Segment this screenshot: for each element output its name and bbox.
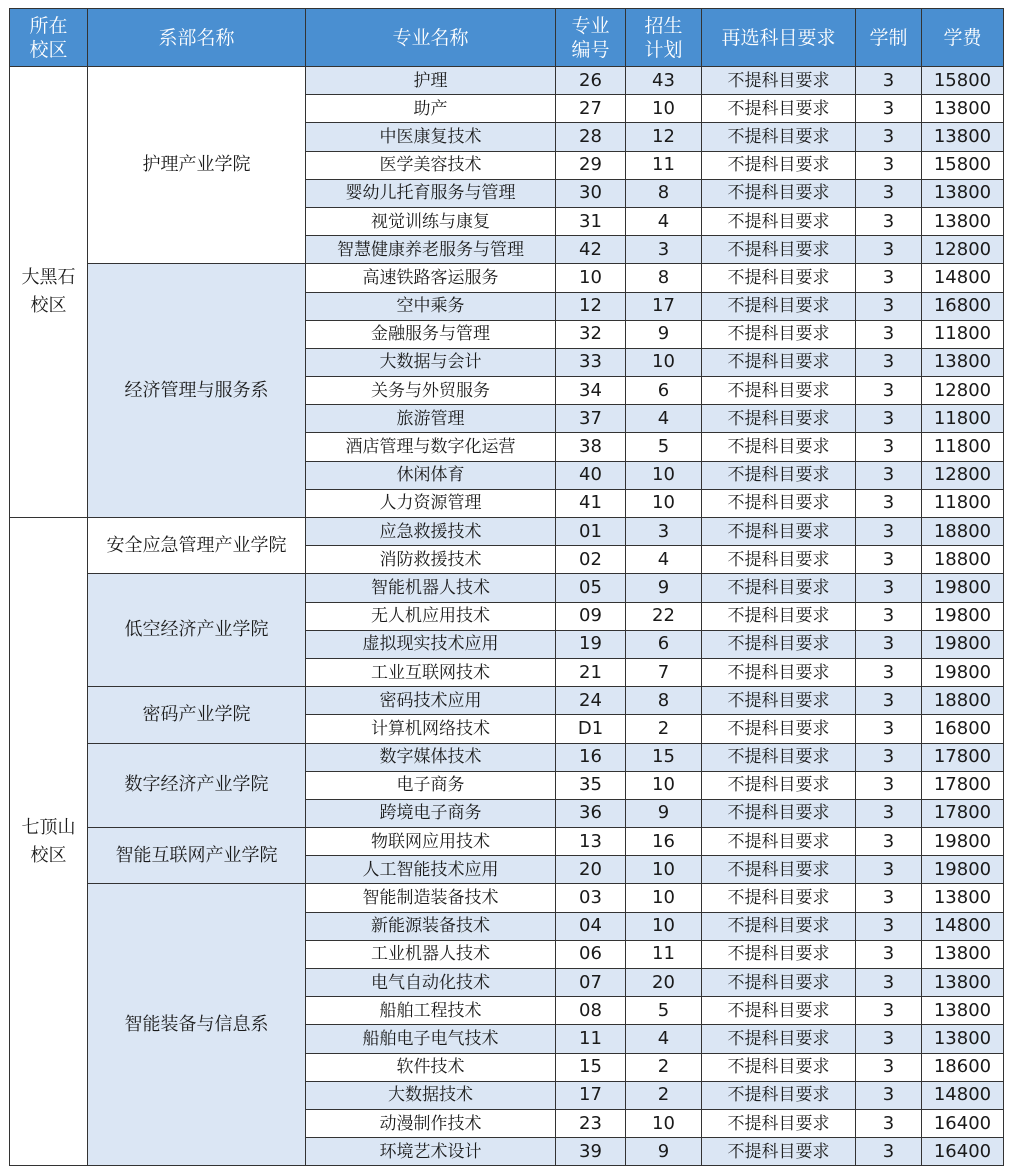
subject-requirement-cell: 不提科目要求 xyxy=(702,433,856,461)
subject-requirement-cell: 不提科目要求 xyxy=(702,95,856,123)
enrollment-plan-cell: 2 xyxy=(626,715,702,743)
enrollment-plan-cell: 10 xyxy=(626,771,702,799)
tuition-cell: 17800 xyxy=(922,743,1004,771)
tuition-cell: 11800 xyxy=(922,405,1004,433)
enrollment-plan-cell: 43 xyxy=(626,67,702,95)
duration-cell: 3 xyxy=(856,743,922,771)
tuition-cell: 17800 xyxy=(922,799,1004,827)
duration-cell: 3 xyxy=(856,236,922,264)
major-code-cell: 41 xyxy=(556,489,626,517)
duration-cell: 3 xyxy=(856,884,922,912)
tuition-cell: 19800 xyxy=(922,574,1004,602)
major-name-cell: 护理 xyxy=(306,67,556,95)
major-code-cell: 39 xyxy=(556,1138,626,1166)
tuition-cell: 14800 xyxy=(922,1081,1004,1109)
subject-requirement-cell: 不提科目要求 xyxy=(702,969,856,997)
major-code-cell: 13 xyxy=(556,828,626,856)
tuition-cell: 19800 xyxy=(922,602,1004,630)
enrollment-plan-cell: 4 xyxy=(626,1025,702,1053)
subject-requirement-cell: 不提科目要求 xyxy=(702,940,856,968)
tuition-cell: 12800 xyxy=(922,236,1004,264)
major-code-cell: 17 xyxy=(556,1081,626,1109)
major-code-cell: 40 xyxy=(556,461,626,489)
table-row xyxy=(10,518,1004,546)
tuition-cell: 13800 xyxy=(922,997,1004,1025)
tuition-cell: 13800 xyxy=(922,940,1004,968)
major-name-cell: 人力资源管理 xyxy=(306,489,556,517)
enrollment-plan-cell: 9 xyxy=(626,1138,702,1166)
enrollment-plan-cell: 2 xyxy=(626,1053,702,1081)
subject-requirement-cell: 不提科目要求 xyxy=(702,179,856,207)
tuition-cell: 13800 xyxy=(922,123,1004,151)
duration-cell: 3 xyxy=(856,912,922,940)
tuition-cell: 13800 xyxy=(922,1025,1004,1053)
enrollment-plan-cell: 8 xyxy=(626,264,702,292)
duration-cell: 3 xyxy=(856,574,922,602)
enrollment-plan-cell: 11 xyxy=(626,940,702,968)
tuition-cell: 13800 xyxy=(922,179,1004,207)
major-name-cell: 关务与外贸服务 xyxy=(306,377,556,405)
major-name-cell: 大数据与会计 xyxy=(306,348,556,376)
major-name-cell: 大数据技术 xyxy=(306,1081,556,1109)
subject-requirement-cell: 不提科目要求 xyxy=(702,574,856,602)
subject-requirement-cell: 不提科目要求 xyxy=(702,1109,856,1137)
major-code-cell: 06 xyxy=(556,940,626,968)
header-tuition: 学费 xyxy=(922,9,1004,67)
major-code-cell: 19 xyxy=(556,630,626,658)
tuition-cell: 19800 xyxy=(922,828,1004,856)
header-department: 系部名称 xyxy=(88,9,306,67)
department-cell: 数字经济产业学院 xyxy=(88,743,306,828)
duration-cell: 3 xyxy=(856,828,922,856)
major-name-cell: 计算机网络技术 xyxy=(306,715,556,743)
major-name-cell: 工业互联网技术 xyxy=(306,658,556,686)
campus-cell: 大黑石 校区 xyxy=(10,67,88,518)
enrollment-plan-cell: 20 xyxy=(626,969,702,997)
enrollment-plan-cell: 10 xyxy=(626,489,702,517)
header-enrollment-plan: 招生 计划 xyxy=(626,9,702,67)
major-code-cell: 12 xyxy=(556,292,626,320)
major-name-cell: 酒店管理与数字化运营 xyxy=(306,433,556,461)
subject-requirement-cell: 不提科目要求 xyxy=(702,1025,856,1053)
department-cell: 密码产业学院 xyxy=(88,687,306,743)
department-cell: 安全应急管理产业学院 xyxy=(88,518,306,574)
subject-requirement-cell: 不提科目要求 xyxy=(702,630,856,658)
enrollment-plan-cell: 12 xyxy=(626,123,702,151)
subject-requirement-cell: 不提科目要求 xyxy=(702,236,856,264)
subject-requirement-cell: 不提科目要求 xyxy=(702,546,856,574)
duration-cell: 3 xyxy=(856,715,922,743)
tuition-cell: 18800 xyxy=(922,687,1004,715)
header-campus: 所在 校区 xyxy=(10,9,88,67)
enrollment-plan-cell: 8 xyxy=(626,179,702,207)
duration-cell: 3 xyxy=(856,179,922,207)
header-major: 专业名称 xyxy=(306,9,556,67)
major-name-cell: 人工智能技术应用 xyxy=(306,856,556,884)
tuition-cell: 11800 xyxy=(922,489,1004,517)
header-major-code: 专业 编号 xyxy=(556,9,626,67)
major-code-cell: 16 xyxy=(556,743,626,771)
major-code-cell: 21 xyxy=(556,658,626,686)
table-row xyxy=(10,743,1004,771)
enrollment-plan-cell: 17 xyxy=(626,292,702,320)
table-row xyxy=(10,828,1004,856)
enrollment-plan-cell: 9 xyxy=(626,320,702,348)
subject-requirement-cell: 不提科目要求 xyxy=(702,799,856,827)
major-name-cell: 旅游管理 xyxy=(306,405,556,433)
enrollment-plan-cell: 4 xyxy=(626,546,702,574)
major-name-cell: 高速铁路客运服务 xyxy=(306,264,556,292)
duration-cell: 3 xyxy=(856,377,922,405)
major-code-cell: 20 xyxy=(556,856,626,884)
enrollment-plan-cell: 10 xyxy=(626,348,702,376)
tuition-cell: 16400 xyxy=(922,1138,1004,1166)
duration-cell: 3 xyxy=(856,546,922,574)
table-header xyxy=(10,9,1004,67)
tuition-cell: 16800 xyxy=(922,292,1004,320)
major-code-cell: 30 xyxy=(556,179,626,207)
duration-cell: 3 xyxy=(856,67,922,95)
major-name-cell: 船舶工程技术 xyxy=(306,997,556,1025)
header-row xyxy=(10,9,1004,67)
major-code-cell: 31 xyxy=(556,207,626,235)
tuition-cell: 13800 xyxy=(922,207,1004,235)
tuition-cell: 19800 xyxy=(922,630,1004,658)
enrollment-plan-cell: 3 xyxy=(626,518,702,546)
major-code-cell: 35 xyxy=(556,771,626,799)
duration-cell: 3 xyxy=(856,969,922,997)
enrollment-plan-cell: 10 xyxy=(626,856,702,884)
major-code-cell: 01 xyxy=(556,518,626,546)
subject-requirement-cell: 不提科目要求 xyxy=(702,320,856,348)
major-name-cell: 环境艺术设计 xyxy=(306,1138,556,1166)
major-code-cell: 08 xyxy=(556,997,626,1025)
table-row xyxy=(10,67,1004,95)
major-name-cell: 密码技术应用 xyxy=(306,687,556,715)
enrollment-plan-cell: 6 xyxy=(626,377,702,405)
major-name-cell: 电子商务 xyxy=(306,771,556,799)
subject-requirement-cell: 不提科目要求 xyxy=(702,377,856,405)
major-name-cell: 跨境电子商务 xyxy=(306,799,556,827)
tuition-cell: 12800 xyxy=(922,461,1004,489)
major-name-cell: 休闲体育 xyxy=(306,461,556,489)
subject-requirement-cell: 不提科目要求 xyxy=(702,856,856,884)
major-name-cell: 工业机器人技术 xyxy=(306,940,556,968)
tuition-cell: 13800 xyxy=(922,95,1004,123)
department-cell: 智能互联网产业学院 xyxy=(88,828,306,884)
duration-cell: 3 xyxy=(856,1081,922,1109)
major-code-cell: 24 xyxy=(556,687,626,715)
duration-cell: 3 xyxy=(856,1025,922,1053)
duration-cell: 3 xyxy=(856,602,922,630)
duration-cell: 3 xyxy=(856,687,922,715)
duration-cell: 3 xyxy=(856,264,922,292)
subject-requirement-cell: 不提科目要求 xyxy=(702,997,856,1025)
enrollment-plan-cell: 5 xyxy=(626,997,702,1025)
enrollment-plan-table xyxy=(9,8,1004,1166)
major-name-cell: 船舶电子电气技术 xyxy=(306,1025,556,1053)
tuition-cell: 11800 xyxy=(922,433,1004,461)
tuition-cell: 16400 xyxy=(922,1109,1004,1137)
department-cell: 低空经济产业学院 xyxy=(88,574,306,687)
tuition-cell: 11800 xyxy=(922,320,1004,348)
tuition-cell: 14800 xyxy=(922,912,1004,940)
major-name-cell: 医学美容技术 xyxy=(306,151,556,179)
tuition-cell: 17800 xyxy=(922,771,1004,799)
tuition-cell: 18600 xyxy=(922,1053,1004,1081)
duration-cell: 3 xyxy=(856,1109,922,1137)
duration-cell: 3 xyxy=(856,997,922,1025)
enrollment-plan-cell: 9 xyxy=(626,799,702,827)
major-name-cell: 软件技术 xyxy=(306,1053,556,1081)
major-code-cell: 04 xyxy=(556,912,626,940)
major-name-cell: 应急救援技术 xyxy=(306,518,556,546)
tuition-cell: 19800 xyxy=(922,856,1004,884)
duration-cell: 3 xyxy=(856,799,922,827)
major-code-cell: 36 xyxy=(556,799,626,827)
subject-requirement-cell: 不提科目要求 xyxy=(702,518,856,546)
enrollment-plan-cell: 9 xyxy=(626,574,702,602)
header-duration: 学制 xyxy=(856,9,922,67)
tuition-cell: 15800 xyxy=(922,151,1004,179)
duration-cell: 3 xyxy=(856,95,922,123)
enrollment-plan-cell: 2 xyxy=(626,1081,702,1109)
major-code-cell: 29 xyxy=(556,151,626,179)
subject-requirement-cell: 不提科目要求 xyxy=(702,771,856,799)
duration-cell: 3 xyxy=(856,207,922,235)
duration-cell: 3 xyxy=(856,348,922,376)
table-row xyxy=(10,574,1004,602)
major-name-cell: 动漫制作技术 xyxy=(306,1109,556,1137)
duration-cell: 3 xyxy=(856,292,922,320)
major-code-cell: 34 xyxy=(556,377,626,405)
duration-cell: 3 xyxy=(856,461,922,489)
table-row xyxy=(10,884,1004,912)
table-body xyxy=(10,67,1004,1166)
campus-cell: 七顶山 校区 xyxy=(10,518,88,1166)
subject-requirement-cell: 不提科目要求 xyxy=(702,828,856,856)
duration-cell: 3 xyxy=(856,1138,922,1166)
major-name-cell: 智慧健康养老服务与管理 xyxy=(306,236,556,264)
duration-cell: 3 xyxy=(856,320,922,348)
duration-cell: 3 xyxy=(856,489,922,517)
major-name-cell: 婴幼儿托育服务与管理 xyxy=(306,179,556,207)
major-name-cell: 消防救援技术 xyxy=(306,546,556,574)
subject-requirement-cell: 不提科目要求 xyxy=(702,743,856,771)
department-cell: 经济管理与服务系 xyxy=(88,264,306,518)
subject-requirement-cell: 不提科目要求 xyxy=(702,264,856,292)
subject-requirement-cell: 不提科目要求 xyxy=(702,1138,856,1166)
major-code-cell: 05 xyxy=(556,574,626,602)
enrollment-plan-cell: 10 xyxy=(626,884,702,912)
table-row xyxy=(10,264,1004,292)
subject-requirement-cell: 不提科目要求 xyxy=(702,912,856,940)
enrollment-plan-cell: 5 xyxy=(626,433,702,461)
major-code-cell: 32 xyxy=(556,320,626,348)
major-code-cell: 28 xyxy=(556,123,626,151)
major-code-cell: 09 xyxy=(556,602,626,630)
tuition-cell: 18800 xyxy=(922,518,1004,546)
major-name-cell: 空中乘务 xyxy=(306,292,556,320)
major-code-cell: 38 xyxy=(556,433,626,461)
major-code-cell: 33 xyxy=(556,348,626,376)
major-name-cell: 智能制造装备技术 xyxy=(306,884,556,912)
tuition-cell: 14800 xyxy=(922,264,1004,292)
major-code-cell: 10 xyxy=(556,264,626,292)
subject-requirement-cell: 不提科目要求 xyxy=(702,715,856,743)
major-code-cell: 07 xyxy=(556,969,626,997)
subject-requirement-cell: 不提科目要求 xyxy=(702,884,856,912)
major-code-cell: D1 xyxy=(556,715,626,743)
subject-requirement-cell: 不提科目要求 xyxy=(702,67,856,95)
tuition-cell: 16800 xyxy=(922,715,1004,743)
enrollment-plan-cell: 10 xyxy=(626,912,702,940)
enrollment-table-wrapper xyxy=(9,8,1004,1166)
subject-requirement-cell: 不提科目要求 xyxy=(702,602,856,630)
major-code-cell: 26 xyxy=(556,67,626,95)
subject-requirement-cell: 不提科目要求 xyxy=(702,292,856,320)
table-row xyxy=(10,687,1004,715)
subject-requirement-cell: 不提科目要求 xyxy=(702,1053,856,1081)
duration-cell: 3 xyxy=(856,856,922,884)
duration-cell: 3 xyxy=(856,1053,922,1081)
enrollment-plan-cell: 6 xyxy=(626,630,702,658)
header-subject-requirement: 再选科目要求 xyxy=(702,9,856,67)
major-name-cell: 金融服务与管理 xyxy=(306,320,556,348)
tuition-cell: 13800 xyxy=(922,348,1004,376)
enrollment-plan-cell: 11 xyxy=(626,151,702,179)
major-code-cell: 11 xyxy=(556,1025,626,1053)
department-cell: 护理产业学院 xyxy=(88,67,306,264)
duration-cell: 3 xyxy=(856,405,922,433)
subject-requirement-cell: 不提科目要求 xyxy=(702,687,856,715)
enrollment-plan-cell: 8 xyxy=(626,687,702,715)
duration-cell: 3 xyxy=(856,771,922,799)
subject-requirement-cell: 不提科目要求 xyxy=(702,489,856,517)
tuition-cell: 19800 xyxy=(922,658,1004,686)
major-name-cell: 无人机应用技术 xyxy=(306,602,556,630)
duration-cell: 3 xyxy=(856,940,922,968)
major-name-cell: 数字媒体技术 xyxy=(306,743,556,771)
major-name-cell: 新能源装备技术 xyxy=(306,912,556,940)
tuition-cell: 13800 xyxy=(922,969,1004,997)
tuition-cell: 12800 xyxy=(922,377,1004,405)
major-code-cell: 37 xyxy=(556,405,626,433)
enrollment-plan-cell: 10 xyxy=(626,95,702,123)
enrollment-plan-cell: 3 xyxy=(626,236,702,264)
enrollment-plan-cell: 22 xyxy=(626,602,702,630)
major-code-cell: 15 xyxy=(556,1053,626,1081)
subject-requirement-cell: 不提科目要求 xyxy=(702,123,856,151)
enrollment-plan-cell: 7 xyxy=(626,658,702,686)
subject-requirement-cell: 不提科目要求 xyxy=(702,348,856,376)
major-name-cell: 物联网应用技术 xyxy=(306,828,556,856)
major-name-cell: 视觉训练与康复 xyxy=(306,207,556,235)
major-code-cell: 02 xyxy=(556,546,626,574)
major-name-cell: 助产 xyxy=(306,95,556,123)
subject-requirement-cell: 不提科目要求 xyxy=(702,1081,856,1109)
duration-cell: 3 xyxy=(856,151,922,179)
duration-cell: 3 xyxy=(856,123,922,151)
subject-requirement-cell: 不提科目要求 xyxy=(702,151,856,179)
major-code-cell: 42 xyxy=(556,236,626,264)
major-name-cell: 虚拟现实技术应用 xyxy=(306,630,556,658)
enrollment-plan-cell: 10 xyxy=(626,461,702,489)
tuition-cell: 18800 xyxy=(922,546,1004,574)
enrollment-plan-cell: 4 xyxy=(626,207,702,235)
subject-requirement-cell: 不提科目要求 xyxy=(702,405,856,433)
tuition-cell: 13800 xyxy=(922,884,1004,912)
major-name-cell: 中医康复技术 xyxy=(306,123,556,151)
enrollment-plan-cell: 16 xyxy=(626,828,702,856)
duration-cell: 3 xyxy=(856,630,922,658)
duration-cell: 3 xyxy=(856,518,922,546)
major-name-cell: 电气自动化技术 xyxy=(306,969,556,997)
duration-cell: 3 xyxy=(856,658,922,686)
subject-requirement-cell: 不提科目要求 xyxy=(702,658,856,686)
enrollment-plan-cell: 4 xyxy=(626,405,702,433)
major-name-cell: 智能机器人技术 xyxy=(306,574,556,602)
department-cell: 智能装备与信息系 xyxy=(88,884,306,1166)
subject-requirement-cell: 不提科目要求 xyxy=(702,461,856,489)
enrollment-plan-cell: 15 xyxy=(626,743,702,771)
tuition-cell: 15800 xyxy=(922,67,1004,95)
major-code-cell: 23 xyxy=(556,1109,626,1137)
major-code-cell: 27 xyxy=(556,95,626,123)
major-code-cell: 03 xyxy=(556,884,626,912)
subject-requirement-cell: 不提科目要求 xyxy=(702,207,856,235)
duration-cell: 3 xyxy=(856,433,922,461)
enrollment-plan-cell: 10 xyxy=(626,1109,702,1137)
